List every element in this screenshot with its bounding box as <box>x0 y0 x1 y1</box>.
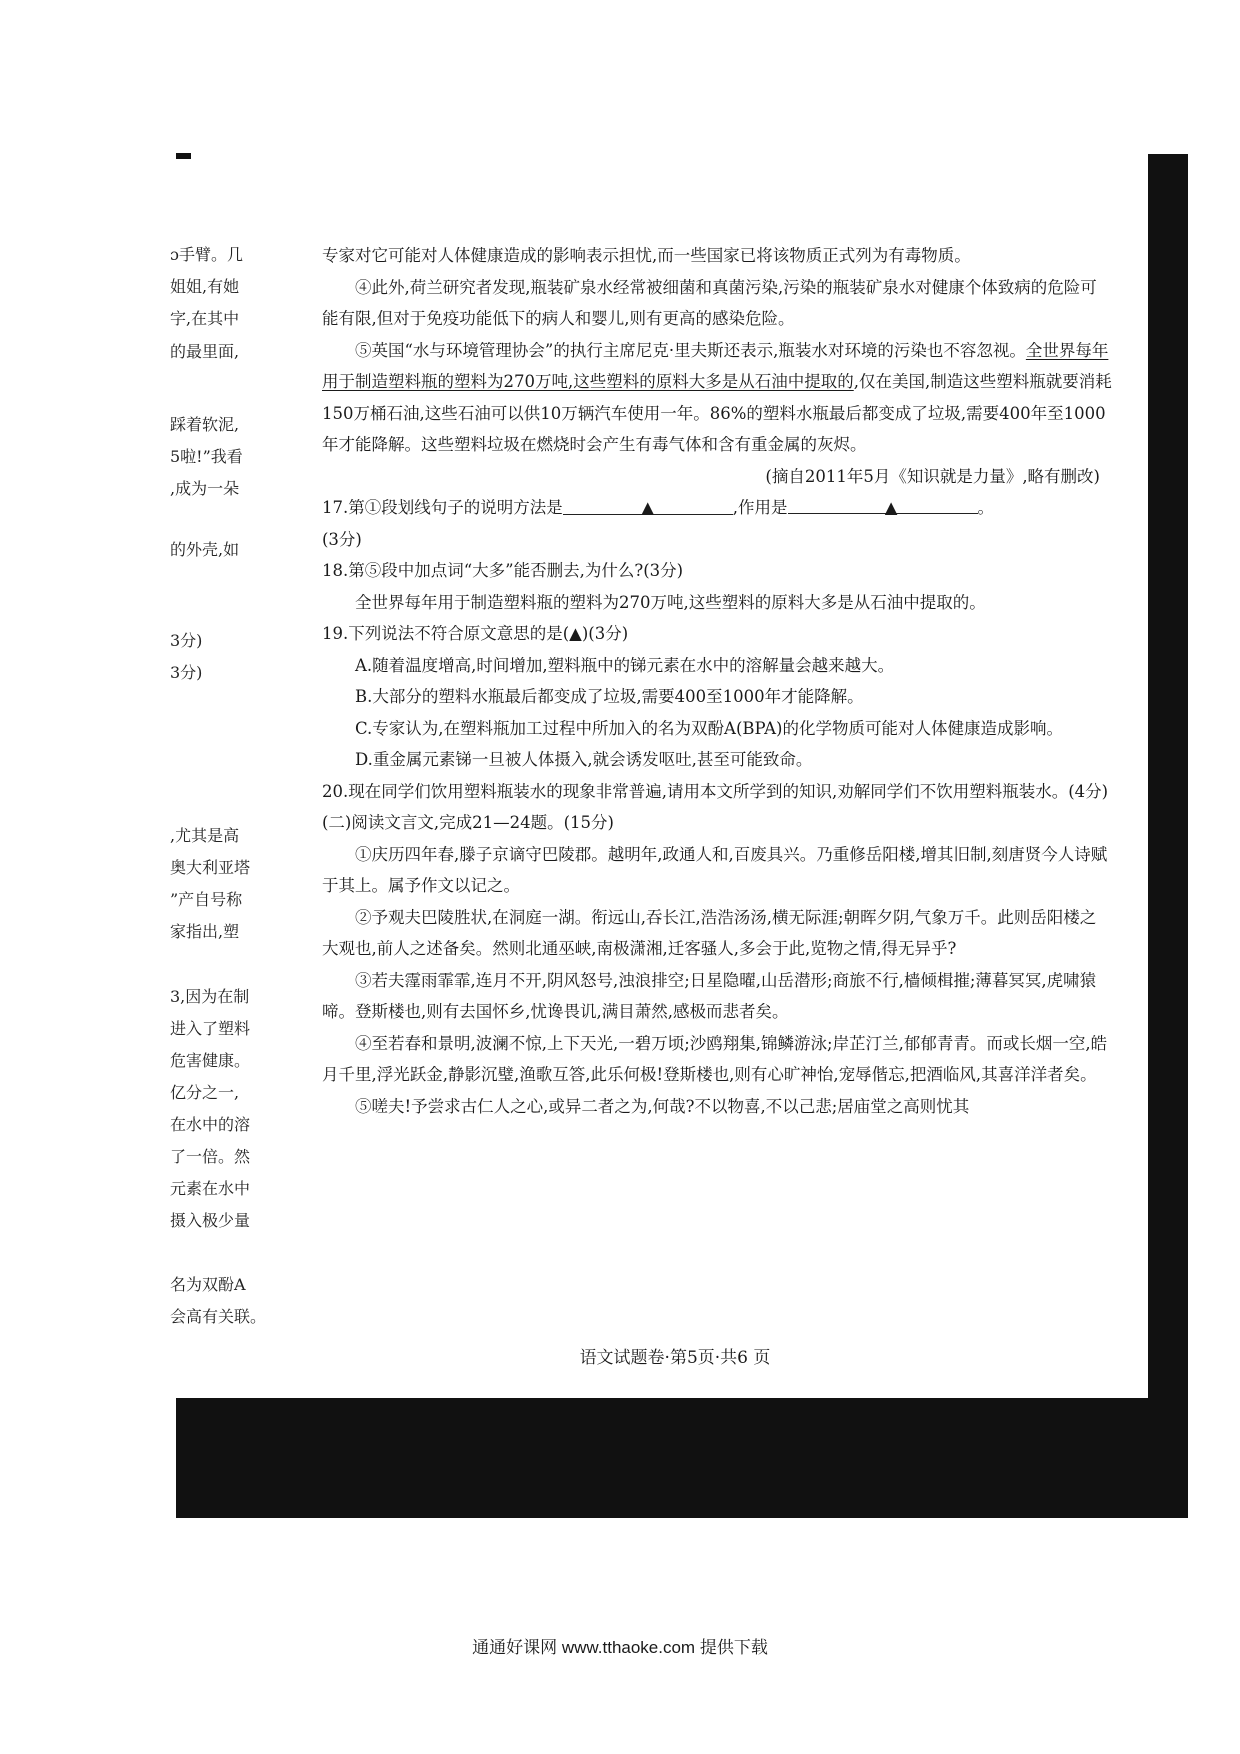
classical-paragraph: ②予观夫巴陵胜状,在洞庭一湖。衔远山,吞长江,浩浩汤汤,横无际涯;朝晖夕阴,气象万千。此则岳阳楼之大观也,前人之述备矣。然则北通巫峡,南极潇湘,迁客骚人,多会于此,览物之情,得无异乎? <box>322 907 1097 958</box>
section-heading: (二)阅读文言文,完成21—24题。(15分) <box>322 813 614 832</box>
left-fragment: 了一倍。然 <box>170 1147 251 1166</box>
question-text: 17.第①段划线句子的说明方法是 <box>322 498 563 517</box>
underlined-sentence: 全世界每年用于制造塑料瓶的塑料为270万吨,这些塑料的原料大多是从石油中提取的 <box>322 340 1109 391</box>
passage-text: ,仅在美国,制造这些塑料瓶就要消耗150万桶石油,这些石油可以供10万辆汽车使用一年。86%的塑料水瓶最后都变成了垃圾,需要400年至1000年才能降解。这些塑料垃圾在燃烧时会产生有毒气体和含有重金属的灰烬。 <box>322 372 1112 454</box>
classical-paragraph: ⑤嗟夫!予尝求古仁人之心,或异二者之为,何哉?不以物喜,不以己悲;居庙堂之高则忧其 <box>355 1096 970 1116</box>
answer-blank: ▲ <box>788 492 978 514</box>
left-fragment: 摄入极少量 <box>170 1211 251 1230</box>
left-fragment: 在水中的溶 <box>170 1115 251 1134</box>
classical-paragraph: ①庆历四年春,滕子京谪守巴陵郡。越明年,政通人和,百废具兴。乃重修岳阳楼,增其旧制,刻唐贤今人诗赋于其上。属予作文以记之。 <box>322 844 1108 895</box>
left-fragment: 元素在水中 <box>170 1179 251 1198</box>
classical-paragraph: ④至若春和景明,波澜不惊,上下天光,一碧万顷;沙鸥翔集,锦鳞游泳;岸芷汀兰,郁郁青青。而或长烟一空,皓月千里,浮光跃金,静影沉璧,渔歌互答,此乐何极!登斯楼也,则有心旷神怡,宠辱偕忘,把酒临风,其喜洋洋者矣。 <box>322 1033 1108 1084</box>
question-18: 18.第⑤段中加点词“大多”能否删去,为什么?(3分) <box>322 561 684 580</box>
answer-blank: ▲ <box>563 492 733 515</box>
option-b: B.大部分的塑料水瓶最后都变成了垃圾,需要400至1000年才能降解。 <box>355 687 864 706</box>
question-19: 19.下列说法不符合原文意思的是(▲)(3分) <box>322 624 629 643</box>
left-fragment: 踩着软泥, <box>170 415 240 434</box>
left-fragment: 的最里面, <box>170 342 240 361</box>
left-fragment: ”产自号称 <box>170 890 243 909</box>
passage-text: ⑤英国“水与环境管理协会”的执行主席尼克·里夫斯还表示,瓶装水对环境的污染也不容忽视。 <box>355 340 1026 360</box>
download-credit: 通通好课网 www.tthaoke.com 提供下载 <box>472 1638 768 1657</box>
left-fragment: 5啦!”我看 <box>170 447 243 466</box>
question-score: (3分) <box>322 529 362 549</box>
left-fragment: 会高有关联。 <box>170 1307 267 1326</box>
left-fragment: ,尤其是高 <box>170 826 240 845</box>
left-fragment: 奥大利亚塔 <box>170 858 251 877</box>
classical-paragraph: ③若夫霪雨霏霏,连月不开,阴风怒号,浊浪排空;日星隐曜,山岳潜形;商旅不行,樯倾楫摧;薄暮冥冥,虎啸猿啼。登斯楼也,则有去国怀乡,忧谗畏讥,满目萧然,感极而悲者矣。 <box>322 970 1097 1021</box>
page-unit: 页 <box>753 1348 771 1368</box>
question-text: 。 <box>977 498 994 517</box>
left-fragment: 字,在其中 <box>170 309 240 328</box>
main-content <box>322 240 1112 1122</box>
left-fragment: 的外壳,如 <box>170 540 240 559</box>
option-c: C.专家认为,在塑料瓶加工过程中所加入的名为双酚A(BPA)的化学物质可能对人体健康造成影响。 <box>355 718 1063 738</box>
left-fragment: 进入了塑料 <box>170 1019 251 1038</box>
passage-paragraph: ④此外,荷兰研究者发现,瓶装矿泉水经常被细菌和真菌污染,污染的瓶装矿泉水对健康个体致病的危险可能有限,但对于免疫功能低下的病人和婴儿,则有更高的感染危险。 <box>322 277 1097 328</box>
question-quote: 全世界每年用于制造塑料瓶的塑料为270万吨,这些塑料的原料大多是从石油中提取的。 <box>355 592 986 612</box>
source-citation: (摘自2011年5月《知识就是力量》,略有删改) <box>765 466 1100 486</box>
scan-mark <box>176 153 191 159</box>
left-fragment: 3分) <box>170 663 203 682</box>
left-fragment: 家指出,塑 <box>170 922 240 941</box>
question-17 <box>322 492 1112 524</box>
left-fragment: 3分) <box>170 631 203 650</box>
option-a: A.随着温度增高,时间增加,塑料瓶中的锑元素在水中的溶解量会越来越大。 <box>355 655 895 675</box>
left-fragment: 危害健康。 <box>170 1051 251 1070</box>
left-fragment: 3,因为在制 <box>170 987 250 1006</box>
left-fragment: 亿分之一, <box>170 1083 240 1102</box>
question-20: 20.现在同学们饮用塑料瓶装水的现象非常普遍,请用本文所学到的知识,劝解同学们不饮用塑料瓶装水。(4分) <box>322 781 1109 801</box>
question-text: ,作用是 <box>732 498 788 517</box>
left-fragment: ,成为一朵 <box>170 479 240 498</box>
page-label: 语文试题卷·第5页·共6 <box>579 1348 749 1368</box>
scan-border-bottom <box>176 1398 1188 1518</box>
left-fragment: 名为双酚A <box>170 1275 246 1294</box>
left-fragment: 姐姐,有她 <box>170 277 240 296</box>
page-number <box>0 1343 1240 1368</box>
passage-paragraph: 专家对它可能对人体健康造成的影响表示担忧,而一些国家已将该物质正式列为有毒物质。 <box>322 246 971 265</box>
option-d: D.重金属元素锑一旦被人体摄入,就会诱发呕吐,甚至可能致命。 <box>355 750 813 769</box>
left-fragment: ɔ手臂。几 <box>170 245 243 264</box>
scan-border-right <box>1148 154 1188 1518</box>
passage-paragraph <box>322 335 1112 461</box>
